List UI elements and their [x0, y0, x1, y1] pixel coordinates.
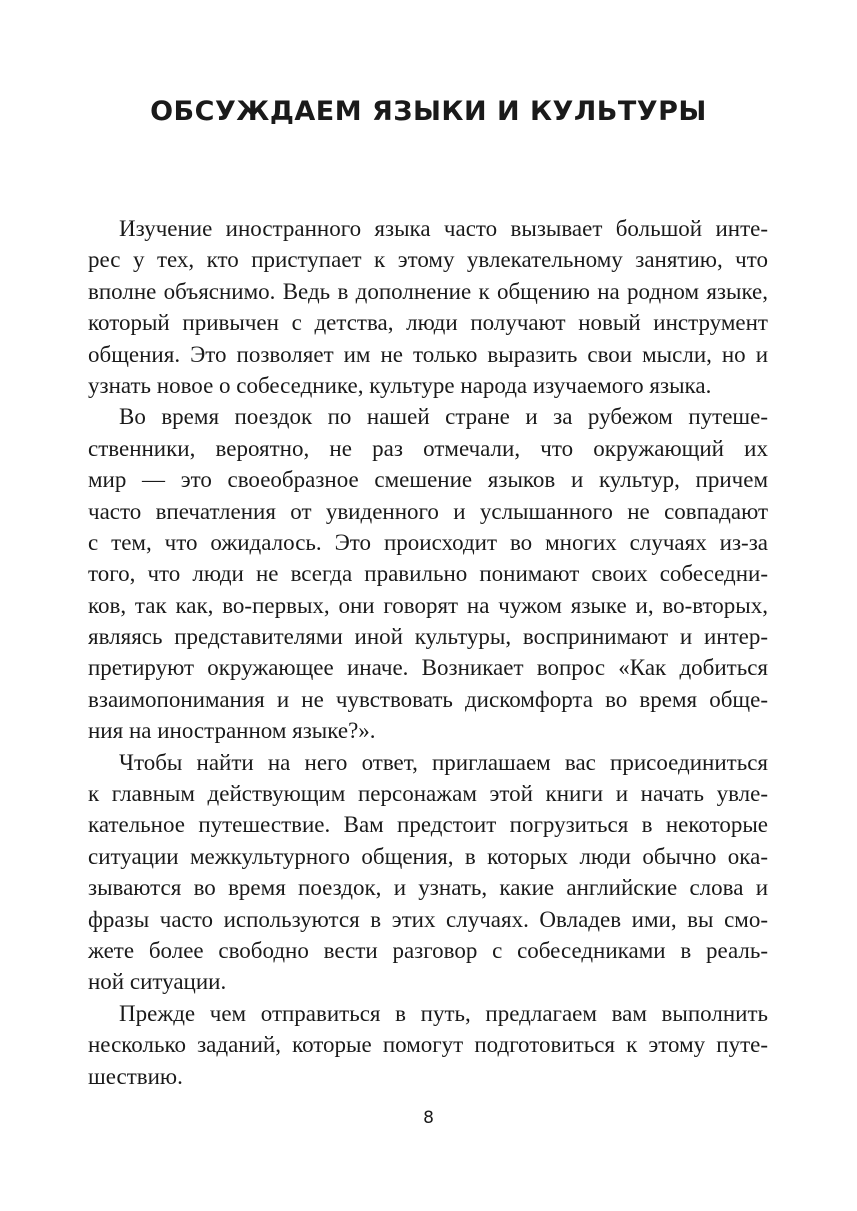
text-line: к главным действующим персонажам этой книги и начать увле-	[88, 781, 768, 807]
text-line: Прежде чем отправиться в путь, предлагаем вам выполнить	[119, 1000, 768, 1026]
text-line: который привычен с детства, люди получают новый инструмент	[88, 310, 768, 336]
text-line: общения. Это позволяет им не только выразить свои мысли, но и	[88, 341, 768, 367]
text-line: несколько заданий, которые помогут подготовиться к этому путе-	[88, 1032, 768, 1058]
paragraph-2	[88, 401, 768, 746]
text-line: ситуации межкультурного общения, в которых люди обычно ока-	[88, 843, 768, 869]
text-line: ственники, вероятно, не раз отмечали, что окружающий их	[88, 435, 768, 461]
chapter-title: ОБСУЖДАЕМ ЯЗЫКИ И КУЛЬТУРЫ	[150, 96, 707, 127]
text-line: мир — это своеобразное смешение языков и культур, причем	[88, 467, 768, 493]
text-line: ния на иностранном языке?».	[88, 718, 376, 744]
text-line: ной ситуации.	[88, 969, 227, 995]
text-line: с тем, что ожидалось. Это происходит во многих случаях из-за	[88, 529, 768, 555]
text-line: жете более свободно вести разговор с собеседниками в реаль-	[88, 937, 768, 963]
text-line: шествию.	[88, 1063, 183, 1089]
paragraph-3	[88, 747, 768, 998]
text-line: того, что люди не всегда правильно понимают своих собеседни-	[88, 561, 768, 587]
text-line: Изучение иностранного языка часто вызывает большой инте-	[119, 216, 768, 241]
text-line: вполне объяснимо. Ведь в дополнение к общению на родном языке,	[88, 278, 768, 304]
text-line: узнать новое о собеседнике, культуре народа изучаемого языка.	[88, 372, 712, 398]
text-line: претируют окружающее иначе. Возникает вопрос «Как добиться	[88, 655, 768, 681]
text-line: кательное путешествие. Вам предстоит погрузиться в некоторые	[88, 812, 768, 838]
text-line: Чтобы найти на него ответ, приглашаем вас присоединиться	[119, 749, 768, 775]
text-line: Во время поездок по нашей стране и за рубежом путеше-	[119, 404, 768, 430]
paragraph-1	[88, 213, 768, 401]
text-line: фразы часто используются в этих случаях. Овладев ими, вы смо-	[88, 906, 768, 932]
text-line: часто впечатления от увиденного и услышанного не совпадают	[88, 498, 768, 524]
text-line: зываются во время поездок, и узнать, какие английские слова и	[88, 875, 768, 901]
text-line: взаимопонимания и не чувствовать дискомфорта во время обще-	[88, 686, 768, 712]
page-number: 8	[423, 1108, 434, 1128]
text-line: ков, так как, во-первых, они говорят на чужом языке и, во-вторых,	[88, 592, 768, 618]
body-text	[88, 213, 768, 1092]
text-line: рес у тех, кто приступает к этому увлекательному занятию, что	[88, 247, 768, 273]
paragraph-4	[88, 998, 768, 1092]
text-line: являясь представителями иной культуры, воспринимают и интер-	[88, 624, 768, 650]
